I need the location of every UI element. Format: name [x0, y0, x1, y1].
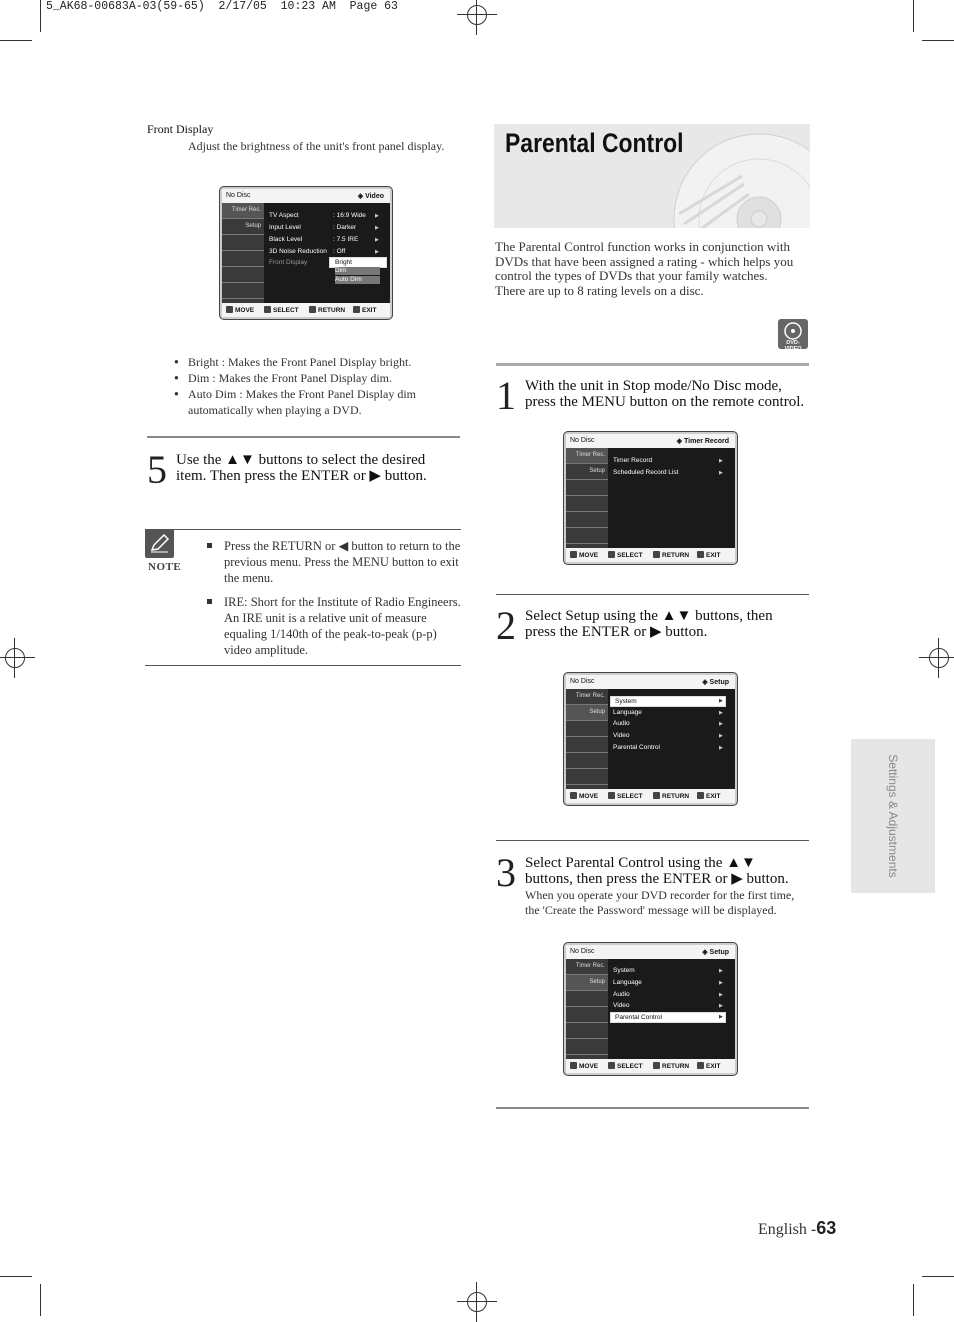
registration-mark	[925, 644, 953, 672]
osd-row: Input Level	[269, 224, 301, 231]
step-1-number: 1	[496, 373, 516, 418]
divider	[496, 594, 809, 595]
section-tab-label: Settings & Adjustments	[886, 754, 900, 878]
divider	[496, 840, 809, 841]
osd-row-value: : 7.5 IRE	[333, 236, 359, 243]
step-1-text: With the unit in Stop mode/No Disc mode, press the MENU button on the remote control.	[525, 378, 805, 410]
step-2-number: 2	[496, 603, 516, 648]
osd-row: TV Aspect	[269, 212, 299, 219]
osd-row: Video	[613, 1002, 630, 1009]
front-display-title: Front Display	[147, 122, 214, 136]
registration-mark	[463, 1, 491, 29]
step-3-subtext: When you operate your DVD recorder for the first time, the 'Create the Password' message will be displayed.	[525, 888, 795, 917]
osd-row: Scheduled Record List	[613, 469, 679, 476]
note-icon	[145, 529, 174, 558]
crop-mark	[913, 1284, 914, 1316]
osd-option-bright: Bright	[329, 257, 387, 268]
dvd-video-icon: DVD-VIDEO	[778, 319, 808, 349]
bullet-auto-dim: ● Auto Dim : Makes the Front Panel Display dim automatically when playing a DVD.	[172, 386, 462, 418]
note-item: Press the RETURN or ◀ button to return to the previous menu. Press the MENU button to exit the menu.	[206, 538, 462, 586]
crop-mark	[40, 0, 41, 32]
osd-section: ◈ Video	[357, 193, 384, 200]
osd-row: Timer Record	[613, 457, 653, 464]
note-list	[206, 538, 462, 666]
osd-row: 3D Noise Reduction	[269, 248, 327, 255]
osd-row: Audio	[613, 991, 630, 998]
divider	[145, 529, 461, 530]
step-5-text: Use the ▲▼ buttons to select the desired item. Then press the ENTER or ▶ button.	[176, 452, 427, 484]
front-display-description: Adjust the brightness of the unit's front panel display.	[188, 139, 445, 153]
page-title: Parental Control	[505, 128, 684, 158]
registration-mark	[1, 644, 29, 672]
osd-option-auto-dim: Auto Dim	[335, 276, 380, 284]
crop-mark	[922, 1276, 954, 1277]
bullet-dim: ● Dim : Makes the Front Panel Display dim.	[172, 370, 462, 386]
crop-mark	[0, 1276, 32, 1277]
bullet-bright: ● Bright : Makes the Front Panel Display bright.	[172, 354, 462, 370]
osd-row-selected: System	[610, 696, 726, 707]
timer-record-screen: No Disc ◈ Timer Record Timer Rec. Setup Timer Record ▶ Scheduled Record List ▶ MOVE SELECT RETURN EXIT	[564, 432, 737, 564]
osd-row: Audio	[613, 720, 630, 727]
osd-row: Language	[613, 709, 642, 716]
step-2-text: Select Setup using the ▲▼ buttons, then press the ENTER or ▶ button.	[525, 608, 773, 640]
registration-mark	[463, 1288, 491, 1316]
osd-side-timer: Timer Rec.	[222, 203, 264, 219]
osd-row-value: : 16:9 Wide	[333, 212, 366, 219]
option-bullet-list	[172, 354, 462, 418]
print-header: 5_AK68-00683A-03(59-65) 2/17/05 10:23 AM Page 63	[46, 0, 398, 13]
osd-row: Language	[613, 979, 642, 986]
intro-paragraph: The Parental Control function works in conjunction with DVDs that have been assigned a rating - which helps you control the types of DVDs that your family watches. There are up to 8 rating levels on a disc.	[495, 239, 794, 298]
parental-control-screen: No Disc ◈ Setup Timer Rec. Setup System ▶ Language ▶ Audio ▶ Video ▶ Parental Control ▶ MOVE SELECT RETURN EXIT	[564, 943, 737, 1075]
osd-row: Parental Control	[613, 744, 660, 751]
osd-row: Video	[613, 732, 630, 739]
setup-menu-screen: No Disc ◈ Setup Timer Rec. Setup System ▶ Language ▶ Audio ▶ Video ▶ Parental Control ▶ MOVE SELECT RETURN EXIT	[564, 673, 737, 805]
osd-row-value: : Darker	[333, 224, 357, 231]
page-footer: English -63	[758, 1218, 837, 1238]
osd-row: System	[613, 967, 635, 974]
divider	[496, 363, 809, 366]
osd-option-dim: Dim	[335, 267, 380, 275]
divider	[147, 436, 460, 438]
crop-mark	[922, 40, 954, 41]
step-3-number: 3	[496, 850, 516, 895]
front-display-screen: No Disc ◈ Video Timer Rec. Setup TV Aspect : 16:9 Wide ▶ Input Level : Darker ▶ Black Level : 7.5 IRE ▶ 3D Noise Reduction : Off ▶ Front Display Bright Dim Auto Dim MOVE SELECT RETURN EXIT	[220, 187, 392, 319]
step-5-number: 5	[147, 447, 167, 492]
osd-side-setup: Setup	[222, 219, 264, 235]
note-label: NOTE	[148, 561, 182, 573]
step-3-text: Select Parental Control using the ▲▼ buttons, then press the ENTER or ▶ button.	[525, 855, 789, 887]
osd-row-value: : Off	[333, 248, 346, 255]
osd-row: Front Display	[269, 259, 308, 266]
crop-mark	[40, 1284, 41, 1316]
osd-row-selected: Parental Control	[610, 1012, 726, 1023]
crop-mark	[0, 40, 32, 41]
divider	[496, 1107, 809, 1109]
crop-mark	[913, 0, 914, 32]
note-item: IRE: Short for the Institute of Radio Engineers. An IRE unit is a relative unit of measure equaling 1/140th of the peak-to-peak (p-p) video amplitude.	[206, 594, 462, 658]
divider	[145, 665, 461, 666]
osd-status: No Disc	[226, 192, 251, 199]
osd-row: Black Level	[269, 236, 303, 243]
